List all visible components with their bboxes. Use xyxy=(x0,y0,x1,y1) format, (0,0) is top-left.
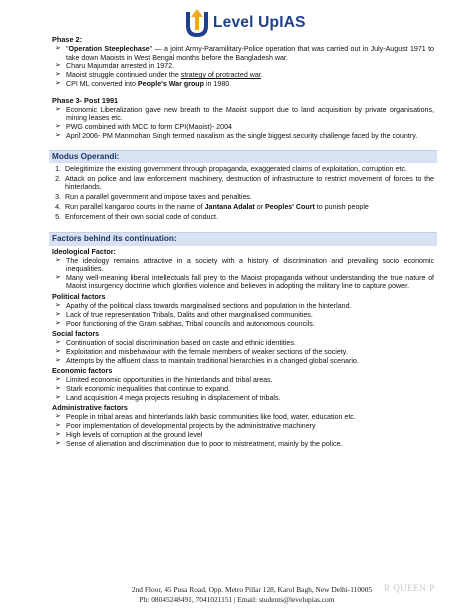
brand-name: Level UpIAS xyxy=(213,14,306,31)
list-item: ➢ Stark economic inequalities that continue to expand. xyxy=(66,385,434,393)
administrative-factors-title: Administrative factors xyxy=(52,403,128,413)
ideological-list xyxy=(52,257,434,291)
political-factors-title: Political factors xyxy=(52,291,106,301)
economic-factors-title: Economic factors xyxy=(52,366,113,375)
list-item: ➢ Poor functioning of the Gram sabhas, Tribal councils and autonomous councils. xyxy=(66,320,434,328)
footer-address: 2nd Floor, 45 Pusa Road, Opp. Metro Pillar 128, Karol Bagh, New Delhi-110005 xyxy=(131,585,373,594)
ideological-factor-title: Ideological Factor: xyxy=(52,246,116,256)
list-item: ➢ Exploitation and misbehaviour with the female members of weaker sections of the society. xyxy=(66,348,434,356)
phase2-list xyxy=(52,45,434,88)
list-item: ➢ PWG combined with MCC to form CPI(Maoist)- 2004 xyxy=(66,123,434,131)
list-item: 1. Delegitimize the existing government through propaganda, exaggerated claims of exploitation, corruption etc. xyxy=(63,165,434,173)
list-item: ➢ Lack of true representation Tribals, Dalits and other marginalised communities. xyxy=(66,311,434,319)
list-item: ➢ People in tribal areas and hinterlands lakh basic communities like food, water, education etc. xyxy=(66,413,434,421)
phase2-title: Phase 2: xyxy=(52,35,83,44)
social-factors-title: Social factors xyxy=(52,328,100,338)
list-item: ➢ CPI ML converted into People's War group in 1980 xyxy=(66,80,434,88)
list-item: ➢ Poor implementation of developmental projects by the administrative machinery xyxy=(66,422,434,430)
list-item: ➢ The ideology remains attractive in a society with a history of discrimination and prevailing socio economic inequalities. xyxy=(66,257,434,274)
list-item: ➢ Limited economic opportunities in the hinterlands and tribal areas. xyxy=(66,376,434,384)
list-item: ➢ "Operation Steeplechase" — a joint Army-Paramilitary-Police operation that was carried out in July-August 1971 to take down Maoists in West Bengal months before the Bangladesh war. xyxy=(66,45,434,62)
list-item: ➢ Land acquisition 4 mega projects resulting in displacement of tribals. xyxy=(66,394,434,402)
list-item: ➢ Maoist struggle continued under the strategy of protracted war. xyxy=(66,71,434,79)
list-item: ➢ Apathy of the political class towards marginalised sections and population in the hinterland. xyxy=(66,302,434,310)
list-item: ➢ Many well-meaning liberal intellectuals fall prey to the Maoist propaganda without understanding the true nature of Maoist insurgency doctrine which glorifies violence and believes in adopting the military line to capture power. xyxy=(66,274,434,291)
list-item: ➢ Economic Liberalization gave new breath to the Maoist support due to land acquisition by private organisations, mining leases etc. xyxy=(66,106,434,123)
political-list xyxy=(52,302,434,328)
list-item: 2. Attack on police and law enforcement machinery, destruction of infrastructure to restrict movement of forces to the hinterlands. xyxy=(63,175,434,192)
modus-operandi-list xyxy=(52,165,434,221)
list-item: ➢ Sense of alienation and discrimination due to poor to mistreatment, mainly by the police. xyxy=(66,440,434,448)
economic-list xyxy=(52,376,434,402)
list-item: ➢ Continuation of social discrimination based on caste and ethnic identities. xyxy=(66,339,434,347)
level-up-arrow-icon xyxy=(184,8,210,38)
document-body xyxy=(52,36,434,449)
list-item: ➢ April 2006- PM Manmohan Singh termed naxalism as the single biggest security challenge faced by the country. xyxy=(66,132,434,140)
list-item: 4. Run parallel kangaroo courts in the name of Jantana Adalat or Peoples' Court to punish people xyxy=(63,203,434,211)
factors-heading: Factors behind its continuation: xyxy=(49,232,437,245)
brand-logo xyxy=(184,8,306,38)
list-item: 5. Enforcement of their own social code of conduct. xyxy=(63,213,434,221)
list-item: ➢ Charu Majumdar arrested in 1972. xyxy=(66,62,434,70)
phase3-title: Phase 3- Post 1991 xyxy=(52,95,119,105)
administrative-list xyxy=(52,413,434,448)
list-item: 3. Run a parallel government and impose taxes and penalties. xyxy=(63,193,434,201)
watermark: R QUEEN P xyxy=(384,583,435,593)
footer-contact: Ph: 08045248491, 7041021151 | Email: students@levelupias.com xyxy=(139,594,335,604)
list-item: ➢ High levels of corruption at the ground level xyxy=(66,431,434,439)
modus-operandi-heading: Modus Operandi: xyxy=(49,150,437,163)
social-list xyxy=(52,339,434,365)
phase3-list xyxy=(52,106,434,140)
list-item: ➢ Attempts by the affluent class to maintain traditional hierarchies in a changed global scenario. xyxy=(66,357,434,365)
